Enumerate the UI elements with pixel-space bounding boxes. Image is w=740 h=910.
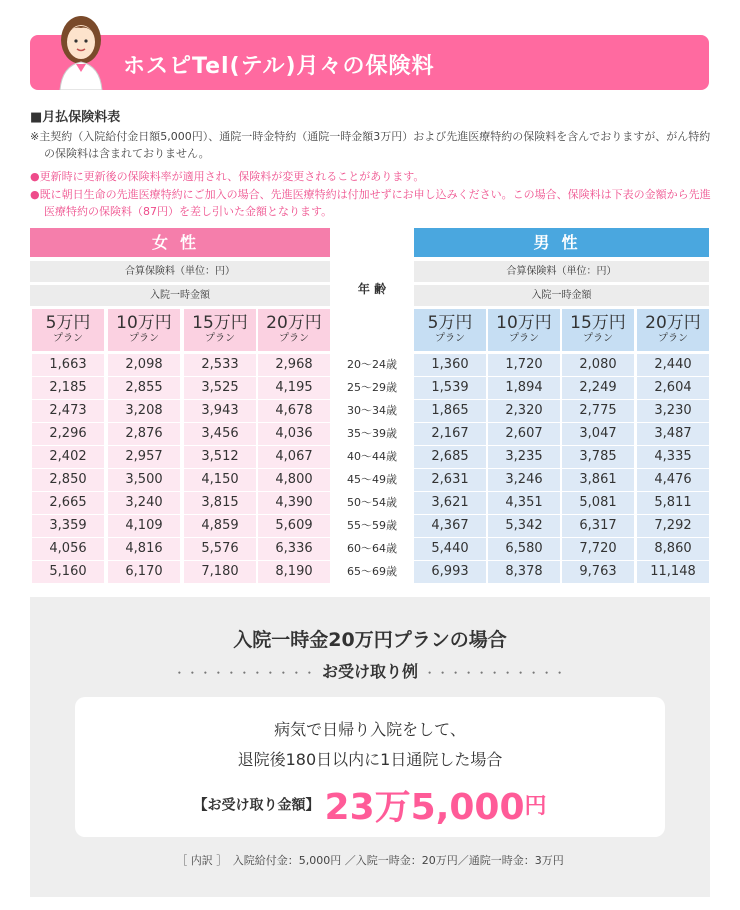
- male-premium-cell: 1,360: [414, 354, 486, 376]
- male-premium-cell: 1,894: [488, 377, 560, 399]
- header-banner: [30, 35, 709, 90]
- example-line-1: 病気で日帰り入院をして、: [274, 720, 466, 739]
- amount-unit: 円: [524, 794, 547, 819]
- female-plan-15: 15万円 プラン: [184, 309, 256, 351]
- example-line-2: 退院後180日以内に1日通院した場合: [237, 750, 503, 769]
- female-premium-cell: 2,473: [32, 400, 104, 422]
- female-premium-cell: 3,240: [108, 492, 180, 514]
- female-premium-cell: 2,855: [108, 377, 180, 399]
- female-premium-cell: 2,098: [108, 354, 180, 376]
- female-premium-cell: 4,816: [108, 538, 180, 560]
- female-premium-cell: 6,170: [108, 561, 180, 583]
- female-premium-cell: 7,180: [184, 561, 256, 583]
- male-premium-cell: 3,246: [488, 469, 560, 491]
- female-premium-cell: 1,663: [32, 354, 104, 376]
- male-premium-cell: 1,865: [414, 400, 486, 422]
- table-row: [30, 492, 710, 514]
- male-premium-cell: 5,440: [414, 538, 486, 560]
- female-premium-cell: 2,185: [32, 377, 104, 399]
- age-cell: 45～49歳: [347, 473, 397, 486]
- table-row: [30, 469, 710, 491]
- female-premium-cell: 3,500: [108, 469, 180, 491]
- female-premium-cell: 3,815: [184, 492, 256, 514]
- age-cell: 30～34歳: [347, 404, 397, 417]
- male-premium-cell: 1,539: [414, 377, 486, 399]
- female-premium-cell: 3,456: [184, 423, 256, 445]
- example-title: 入院一時金20万円プランの場合: [233, 629, 507, 651]
- age-cell: 40～44歳: [347, 450, 397, 463]
- male-premium-cell: 3,785: [562, 446, 634, 468]
- age-cell: 25～29歳: [347, 381, 397, 394]
- male-premium-cell: 2,685: [414, 446, 486, 468]
- male-plan-15: 15万円 プラン: [562, 309, 634, 351]
- dots-right: ・・・・・・・・・・・: [423, 666, 567, 680]
- male-premium-cell: 5,811: [637, 492, 709, 514]
- male-premium-cell: 5,342: [488, 515, 560, 537]
- table-row: [30, 561, 710, 583]
- female-premium-cell: 4,036: [258, 423, 330, 445]
- male-lump-label: 入院一時金額: [414, 285, 709, 306]
- table-row: [30, 400, 710, 422]
- male-premium-cell: 7,720: [562, 538, 634, 560]
- female-premium-cell: 2,968: [258, 354, 330, 376]
- male-premium-cell: 2,775: [562, 400, 634, 422]
- female-premium-cell: 4,109: [108, 515, 180, 537]
- male-premium-cell: 2,320: [488, 400, 560, 422]
- male-premium-cell: 4,476: [637, 469, 709, 491]
- male-premium-cell: 5,081: [562, 492, 634, 514]
- table-row: [30, 354, 710, 376]
- female-premium-cell: 5,609: [258, 515, 330, 537]
- example-subtitle: [30, 659, 710, 682]
- age-cell: 50～54歳: [347, 496, 397, 509]
- male-premium-cell: 3,621: [414, 492, 486, 514]
- female-premium-cell: 3,943: [184, 400, 256, 422]
- dots-left: ・・・・・・・・・・・: [173, 666, 317, 680]
- breakdown: ［ 内訳 ］ 入院給付金：5,000円 ／入院一時金：20万円／通院一時金：3万円: [176, 854, 564, 867]
- male-premium-cell: 4,351: [488, 492, 560, 514]
- male-premium-cell: 3,235: [488, 446, 560, 468]
- female-plan-20: 20万円 プラン: [258, 309, 330, 351]
- female-lump-label: 入院一時金額: [30, 285, 330, 306]
- agent-avatar-icon: [52, 10, 110, 90]
- female-premium-cell: 5,576: [184, 538, 256, 560]
- example-subtitle-text: お受け取り例: [321, 662, 418, 681]
- age-cell: 65～69歳: [347, 565, 397, 578]
- section-title: ■月払保険料表: [30, 110, 121, 125]
- male-premium-cell: 4,335: [637, 446, 709, 468]
- female-header: 女性: [30, 228, 330, 257]
- table-row: [30, 515, 710, 537]
- female-premium-cell: 2,665: [32, 492, 104, 514]
- female-premium-cell: 2,296: [32, 423, 104, 445]
- note-advanced-medical: ●既に朝日生命の先進医療特約にご加入の場合、先進医療特約は付加せずにお申し込みください。この場合、保険料は下表の金額から先進医療特約の保険料（87円）を差し引いた金額となります。: [30, 188, 711, 218]
- male-plan-20: 20万円 プラン: [637, 309, 709, 351]
- male-premium-cell: 9,763: [562, 561, 634, 583]
- table-row: [30, 423, 710, 445]
- male-premium-cell: 6,317: [562, 515, 634, 537]
- note-renewal: ●更新時に更新後の保険料率が適用され、保険料が変更されることがあります。: [30, 170, 425, 183]
- example-box: [30, 597, 710, 897]
- female-premium-cell: 5,160: [32, 561, 104, 583]
- female-premium-cell: 3,525: [184, 377, 256, 399]
- female-premium-cell: 4,195: [258, 377, 330, 399]
- male-premium-cell: 6,993: [414, 561, 486, 583]
- female-premium-cell: 4,390: [258, 492, 330, 514]
- male-premium-cell: 2,440: [637, 354, 709, 376]
- male-premium-cell: 8,378: [488, 561, 560, 583]
- page-title: ホスピTel(テル)月々の保険料: [123, 54, 435, 79]
- table-row: [30, 377, 710, 399]
- female-premium-cell: 4,056: [32, 538, 104, 560]
- table-row: [30, 538, 710, 560]
- amount-value: 23万5,000: [324, 787, 525, 828]
- male-plan-10: 10万円 プラン: [488, 309, 560, 351]
- female-premium-cell: 2,402: [32, 446, 104, 468]
- male-header: 男性: [414, 228, 709, 257]
- male-premium-cell: 3,487: [637, 423, 709, 445]
- male-premium-cell: 2,631: [414, 469, 486, 491]
- female-premium-cell: 2,533: [184, 354, 256, 376]
- amount-label: 【お受け取り金額】: [193, 797, 320, 814]
- amount-row: [75, 779, 665, 830]
- female-plan-5: 5万円 プラン: [32, 309, 104, 351]
- female-sum-label: 合算保険料（単位：円）: [30, 261, 330, 282]
- male-premium-cell: 3,047: [562, 423, 634, 445]
- main-note: ※主契約（入院給付金日額5,000円）、通院一時金特約（通院一時金額3万円）および先進医療特約の保険料を含んでおりますが、がん特約の保険料は含まれておりません。: [30, 130, 711, 160]
- male-premium-cell: 2,249: [562, 377, 634, 399]
- male-premium-cell: 3,230: [637, 400, 709, 422]
- male-premium-cell: 8,860: [637, 538, 709, 560]
- male-premium-cell: 3,861: [562, 469, 634, 491]
- male-premium-cell: 2,607: [488, 423, 560, 445]
- female-premium-cell: 3,359: [32, 515, 104, 537]
- male-premium-cell: 6,580: [488, 538, 560, 560]
- male-premium-cell: 11,148: [637, 561, 709, 583]
- female-premium-cell: 4,800: [258, 469, 330, 491]
- female-premium-cell: 4,067: [258, 446, 330, 468]
- age-cell: 35～39歳: [347, 427, 397, 440]
- female-plan-10: 10万円 プラン: [108, 309, 180, 351]
- female-premium-cell: 4,859: [184, 515, 256, 537]
- female-premium-cell: 4,678: [258, 400, 330, 422]
- female-premium-cell: 6,336: [258, 538, 330, 560]
- male-premium-cell: 7,292: [637, 515, 709, 537]
- age-cell: 60～64歳: [347, 542, 397, 555]
- male-sum-label: 合算保険料（単位：円）: [414, 261, 709, 282]
- female-premium-cell: 3,512: [184, 446, 256, 468]
- example-card: [75, 697, 665, 837]
- female-premium-cell: 8,190: [258, 561, 330, 583]
- age-cell: 20～24歳: [347, 358, 397, 371]
- male-premium-cell: 2,604: [637, 377, 709, 399]
- male-plan-5: 5万円 プラン: [414, 309, 486, 351]
- age-header: 年 齢: [357, 282, 387, 296]
- table-row: [30, 446, 710, 468]
- male-premium-cell: 4,367: [414, 515, 486, 537]
- male-premium-cell: 2,080: [562, 354, 634, 376]
- age-cell: 55～59歳: [347, 519, 397, 532]
- female-premium-cell: 2,876: [108, 423, 180, 445]
- female-premium-cell: 4,150: [184, 469, 256, 491]
- female-premium-cell: 2,850: [32, 469, 104, 491]
- female-premium-cell: 2,957: [108, 446, 180, 468]
- male-premium-cell: 1,720: [488, 354, 560, 376]
- female-premium-cell: 3,208: [108, 400, 180, 422]
- male-premium-cell: 2,167: [414, 423, 486, 445]
